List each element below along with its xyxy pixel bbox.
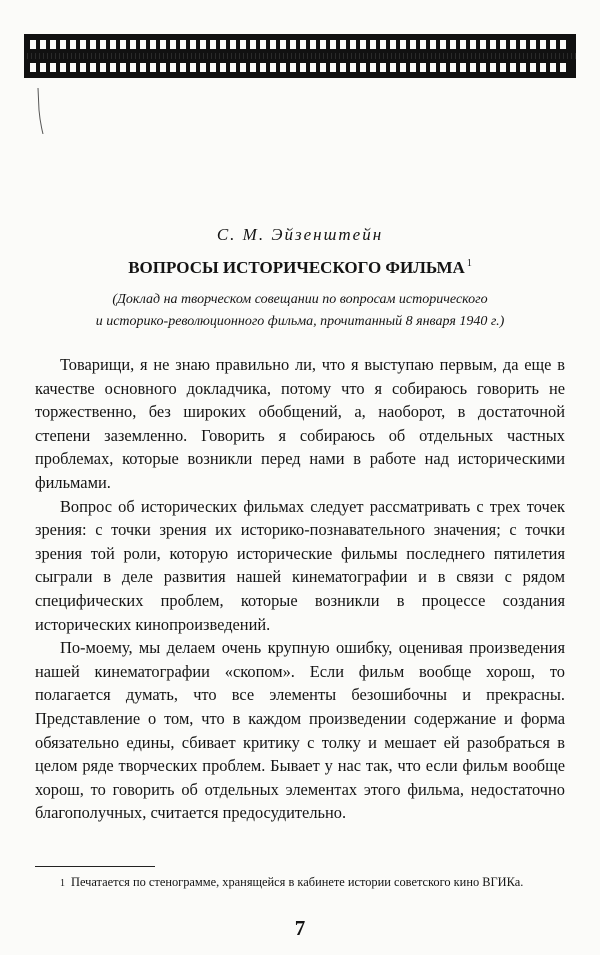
footnote — [35, 874, 565, 892]
subtitle-line-1: (Доклад на творческом совещании по вопросам исторического — [112, 292, 488, 307]
footnote-divider — [35, 866, 155, 867]
film-strip-band — [24, 53, 576, 59]
film-strip-ornament — [24, 34, 576, 78]
title-footnote-marker: 1 — [466, 258, 472, 270]
paragraph-3: По-моему, мы делаем очень крупную ошибку, оценивая произведения нашей кинематографии «скопом». Если фильм вообще хорош, то полагается думать, что все элементы безошибочны и прекрасны. Представление о том, что в каждом произведении содержание и форма обязательно едины, сбивает критику с толку и мешает ей разобраться в целом ряде творческих проблем. Бывает у нас так, что если фильм вообще хорош, то говорить об отдельных элементах этого фильма, недостаточно благополучных, считается предосудительно. — [35, 638, 565, 823]
film-perforations-bottom — [30, 63, 570, 72]
paragraph-2: Вопрос об исторических фильмах следует рассматривать с трех точек зрения: с точки зрения их историко-познавательного значения; с точки зрения той роли, которую исторические фильмы последнего пятилетия сыграли в деле развития нашей кинематографии и в связи с рядом специфических проблем, которые возникли в процессе создания исторических кинопроизведений. — [35, 496, 565, 634]
article-title — [0, 258, 600, 278]
article-title-text: ВОПРОСЫ ИСТОРИЧЕСКОГО ФИЛЬМА — [128, 258, 465, 277]
paragraph-1: Товарищи, я не знаю правильно ли, что я выступаю первым, да еще в качестве основного докладчика, потому что я собираюсь говорить не торжественно, без широких обобщений, а, наоборот, в достаточной степени заземленно. Говорить я собираюсь об отдельных частных проблемах, которые возникли перед нами в работе над историческими фильмами. — [35, 355, 565, 492]
author-name: С. М. Эйзенштейн — [216, 225, 384, 244]
footnote-text: Печатается по стенограмме, хранящейся в кабинете истории советского кино ВГИКа. — [71, 875, 524, 889]
margin-mark — [36, 88, 44, 134]
article-subtitle — [40, 289, 560, 333]
subtitle-line-2: и историко-революционного фильма, прочитанный 8 января 1940 г.) — [95, 314, 505, 329]
footnote-marker: 1 — [60, 878, 65, 889]
page-number: 7 — [294, 916, 306, 940]
article-body — [35, 353, 565, 825]
film-perforations-top — [30, 40, 570, 49]
